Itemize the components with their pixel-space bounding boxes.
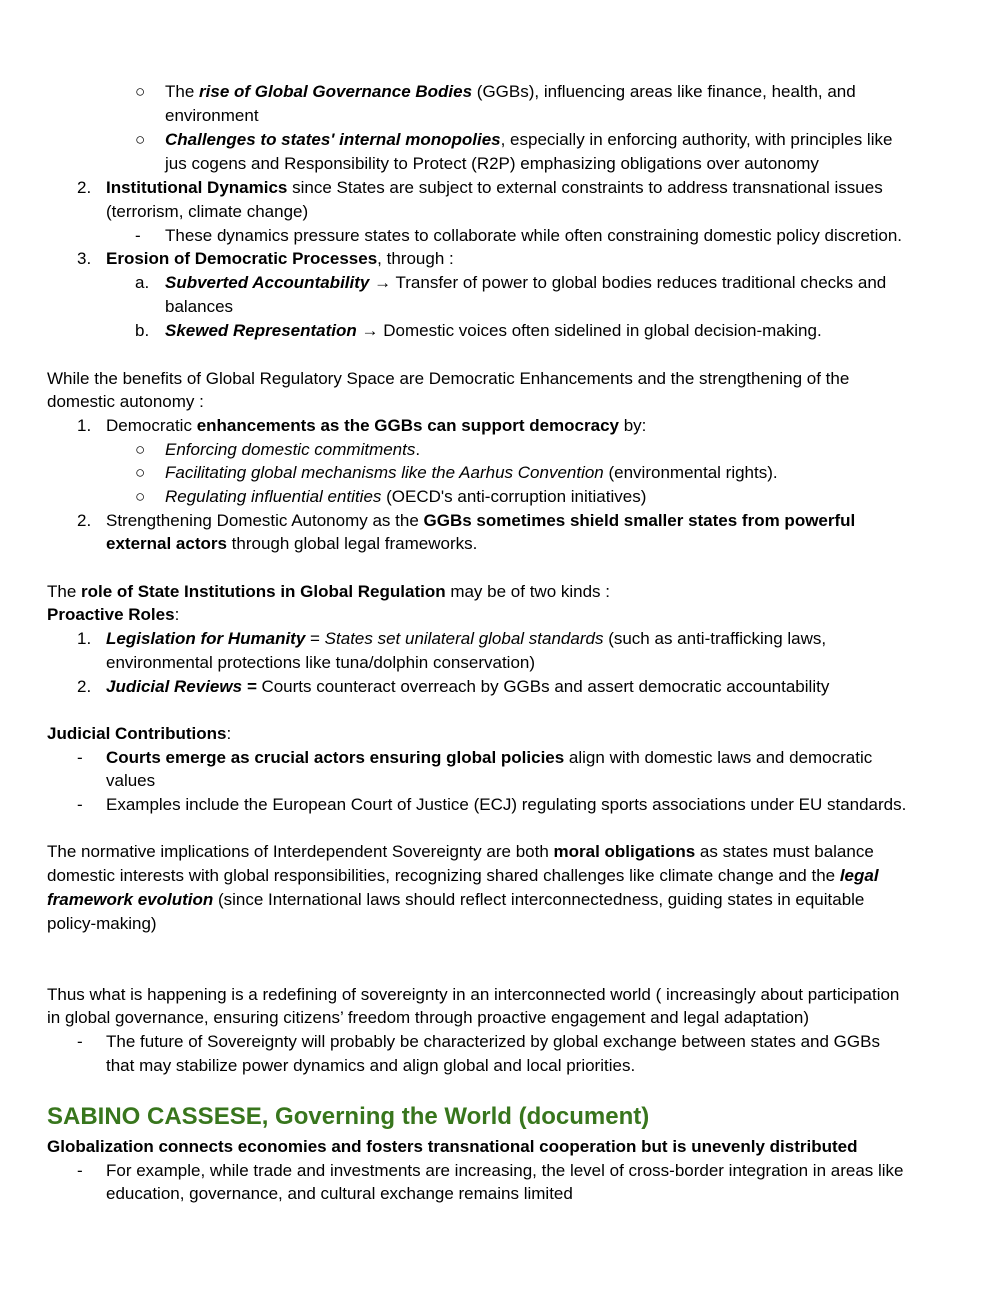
circle-bullet: ○ — [135, 463, 146, 482]
circle-bullet: ○ — [135, 130, 146, 149]
text-line: values — [106, 771, 156, 790]
text-line: jus cogens and Responsibility to Protect (R2P) emphasizing obligations over autonomy — [165, 154, 819, 173]
list-number: 1. — [77, 416, 92, 435]
text-line: balances — [165, 297, 234, 316]
paragraph-line: Thus what is happening is a redefining of sovereignty in an interconnected world ( increasingly about participation — [47, 985, 900, 1004]
text-line: education, governance, and cultural exchange remains limited — [106, 1184, 573, 1203]
text-line: that may stabilize power dynamics and align global and local priorities. — [106, 1056, 636, 1075]
list-number: 2. — [77, 178, 92, 197]
list-item-future-sovereignty: - The future of Sovereignty will probably be characterized by global exchange between states and GGBs — [0, 1030, 1000, 1054]
list-item-enforcing: ○ Enforcing domestic commitments. — [0, 438, 1000, 462]
list-item-subverted-accountability: a. Subverted Accountability → Transfer of power to global bodies reduces traditional checks and — [0, 271, 1000, 295]
list-number: 2. — [77, 677, 92, 696]
text-line: environment — [165, 106, 259, 125]
list-item-institutional-dynamics: 2. Institutional Dynamics since States are subject to external constraints to address transnational issues — [0, 176, 1000, 200]
dash-bullet: - — [77, 1032, 83, 1051]
circle-bullet: ○ — [135, 440, 146, 459]
paragraph-line: The normative implications of Interdependent Sovereignty are both moral obligations as states must balance — [47, 842, 874, 861]
list-letter: a. — [135, 273, 150, 292]
circle-bullet: ○ — [135, 82, 146, 101]
paragraph-line: policy-making) — [47, 914, 157, 933]
list-item-trade-example: - For example, while trade and investments are increasing, the level of cross-border integration in areas like — [0, 1159, 1000, 1183]
list-number: 1. — [77, 629, 92, 648]
list-item-ggb-rise: ○ The rise of Global Governance Bodies (GGBs), influencing areas like finance, health, and — [0, 80, 1000, 104]
list-item-courts-emerge: - Courts emerge as crucial actors ensuring global policies align with domestic laws and democratic — [0, 746, 1000, 770]
list-item-regulating: ○ Regulating influential entities (OECD's anti-corruption initiatives) — [0, 485, 1000, 509]
paragraph-line: framework evolution (since International laws should reflect interconnectedness, guiding states in equitable — [47, 890, 865, 909]
circle-bullet: ○ — [135, 487, 146, 506]
paragraph-line: in global governance, ensuring citizens’ freedom through proactive engagement and legal adaptation) — [47, 1008, 810, 1027]
paragraph-line: domestic interests with global responsibilities, recognizing shared challenges like climate change and the legal — [47, 866, 879, 885]
dash-bullet: - — [77, 748, 83, 767]
list-item-domestic-autonomy: 2. Strengthening Domestic Autonomy as the GGBs sometimes shield smaller states from powerful — [0, 509, 1000, 533]
list-item-legislation: 1. Legislation for Humanity = States set unilateral global standards (such as anti-trafficking laws, — [0, 627, 1000, 651]
paragraph-line: domestic autonomy : — [47, 392, 204, 411]
section-heading: SABINO CASSESE, Governing the World (document) — [47, 1103, 650, 1130]
subheading-proactive-roles: Proactive Roles: — [47, 605, 180, 624]
dash-bullet: - — [135, 226, 141, 245]
dash-bullet: - — [77, 1161, 83, 1180]
bold-statement: Globalization connects economies and fosters transnational cooperation but is unevenly distributed — [47, 1137, 858, 1156]
list-number: 2. — [77, 511, 92, 530]
list-item-dynamics-pressure: - These dynamics pressure states to collaborate while often constraining domestic policy discretion. — [0, 224, 1000, 248]
dash-bullet: - — [77, 795, 83, 814]
text-line: environmental protections like tuna/dolphin conservation) — [106, 653, 536, 672]
paragraph-line: While the benefits of Global Regulatory Space are Democratic Enhancements and the strengthening of the — [47, 369, 850, 388]
list-item-democratic-enhancements: 1. Democratic enhancements as the GGBs can support democracy by: — [0, 414, 1000, 438]
list-item-erosion: 3. Erosion of Democratic Processes, through : — [0, 247, 1000, 271]
list-item-facilitating: ○ Facilitating global mechanisms like the Aarhus Convention (environmental rights). — [0, 461, 1000, 485]
list-item-judicial-reviews: 2. Judicial Reviews = Courts counteract overreach by GGBs and assert democratic accountability — [0, 675, 1000, 699]
list-item-ecj-example: - Examples include the European Court of Justice (ECJ) regulating sports associations under EU standards. — [0, 793, 1000, 817]
list-item-internal-monopolies: ○ Challenges to states' internal monopolies, especially in enforcing authority, with principles like — [0, 128, 1000, 152]
subheading-judicial-contributions: Judicial Contributions: — [47, 724, 232, 743]
list-item-skewed-representation: b. Skewed Representation → Domestic voices often sidelined in global decision-making. — [0, 319, 1000, 343]
text-line: (terrorism, climate change) — [106, 202, 309, 221]
paragraph-line: The role of State Institutions in Global Regulation may be of two kinds : — [47, 582, 610, 601]
list-letter: b. — [135, 321, 150, 340]
text-line: external actors through global legal frameworks. — [106, 534, 478, 553]
list-number: 3. — [77, 249, 92, 268]
